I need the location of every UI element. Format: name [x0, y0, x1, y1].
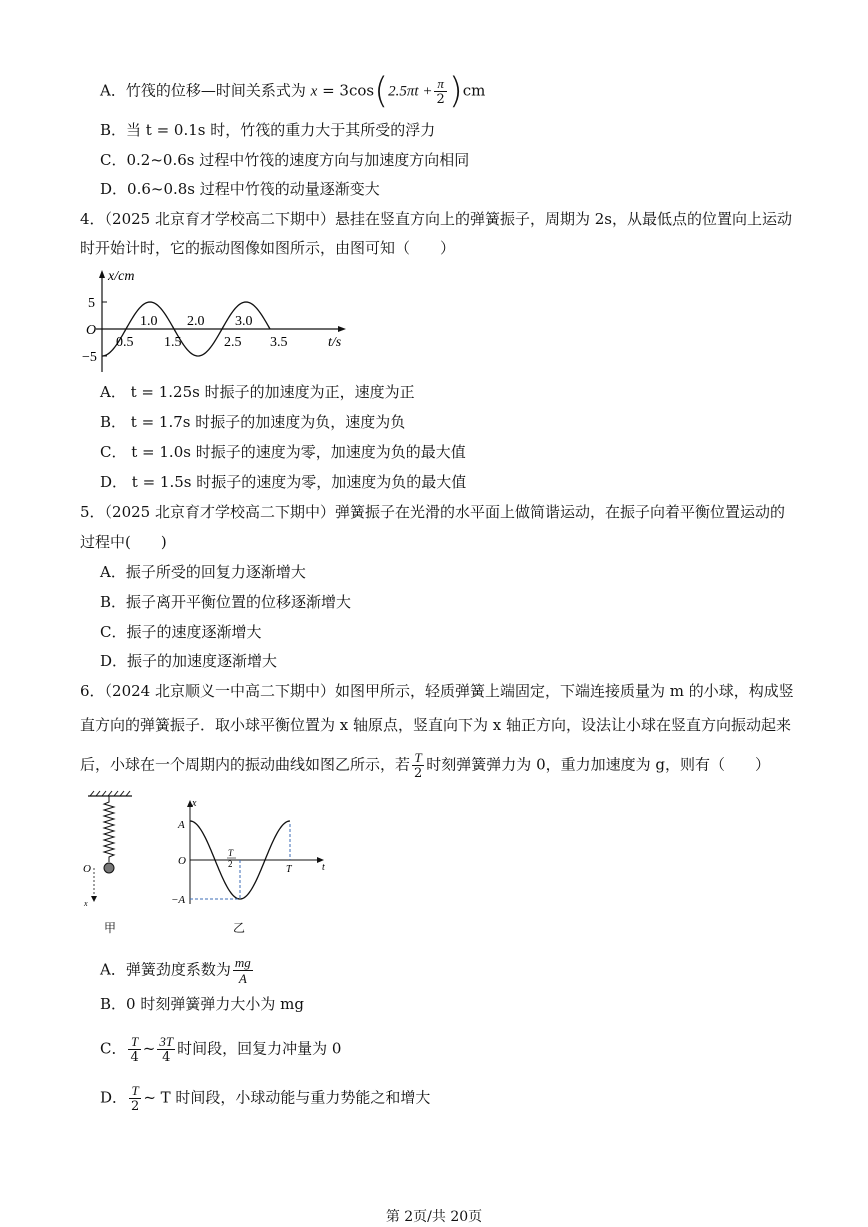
frac-num: T [129, 1083, 141, 1099]
origin-label: O [83, 863, 91, 875]
q5-option-d: D．振子的加速度逐渐增大 [100, 652, 278, 670]
frac-num: 3T [159, 1034, 174, 1049]
option-label: D． [100, 1088, 128, 1107]
x-axis-arrow [338, 326, 346, 332]
stem-text: 后，小球在一个周期内的振动曲线如图乙所示，若 [80, 755, 411, 774]
t-tick-3.5: 3.5 [270, 335, 288, 350]
stem-text: 时刻弹簧弹力为 0，重力加速度为 g，则有（ ） [426, 755, 770, 774]
option-text: 竹筏的位移—时间关系式为 [125, 81, 306, 100]
y-axis-label: x/cm [108, 269, 135, 284]
math-var: x [310, 83, 318, 100]
fraction [434, 76, 446, 107]
q6-figure-jia [80, 790, 140, 910]
frac-den: A [238, 971, 247, 986]
frac-num: mg [234, 955, 251, 970]
option-label: C． [100, 1039, 127, 1058]
frac-num: π [434, 76, 446, 92]
option-label: A． [100, 81, 126, 100]
q5-stem-line1: 5．（2025 北京育才学校高二下期中）弹簧振子在光滑的水平面上做简谐运动，在振子向着平衡位置运动的 [80, 503, 785, 521]
frac-den: 4 [162, 1050, 171, 1065]
fig-label-yi: 乙 [233, 921, 246, 935]
origin-label: O [86, 323, 97, 338]
period-label: T [286, 864, 292, 875]
ball [104, 863, 114, 873]
q6-option-b: B．0 时刻弹簧弹力大小为 mg [100, 995, 304, 1013]
y-axis-label: x [192, 798, 197, 809]
fig-label-jia: 甲 [104, 921, 117, 935]
q4-option-a: A． t = 1.25s 时振子的加速度为正，速度为正 [100, 383, 415, 401]
q4-option-b: B． t = 1.7s 时振子的加速度为负，速度为负 [100, 413, 406, 431]
q5-option-b: B．振子离开平衡位置的位移逐渐增大 [100, 593, 352, 611]
origin-label: O [178, 855, 186, 867]
math-expr: 2.5πt + [388, 83, 433, 100]
frac-den: 2 [414, 766, 423, 781]
fraction [129, 1083, 141, 1114]
tilde: ~ [142, 1039, 156, 1058]
left-paren: ( [374, 70, 389, 112]
fraction [157, 1034, 175, 1065]
q3-option-a [100, 70, 486, 112]
ceiling-hatch [90, 791, 130, 796]
t-tick-1.5: 1.5 [164, 335, 182, 350]
frac-den: 2 [436, 92, 445, 107]
q6-option-d [100, 1083, 430, 1114]
q6-stem-line1: 6．（2024 北京顺义一中高二下期中）如图甲所示，轻质弹簧上端固定，下端连接质量为 m 的小球，构成竖 [80, 682, 794, 700]
q4-stem-line2: 时开始计时，它的振动图像如图所示，由图可知（ ） [80, 239, 456, 257]
unit: cm [462, 81, 486, 100]
q5-option-c: C．振子的速度逐渐增大 [100, 623, 262, 641]
frac-num: T [128, 1034, 140, 1050]
fraction [233, 955, 253, 986]
q4-option-d: D． t = 1.5s 时振子的速度为零，加速度为负的最大值 [100, 473, 467, 491]
option-text: A．弹簧劲度系数为 [100, 960, 231, 979]
q6-stem-line2: 直方向的弹簧振子．取小球平衡位置为 x 轴原点，竖直向下为 x 轴正方向，设法让小球在竖直方向振动起来 [80, 716, 791, 734]
q4-stem-line1: 4．（2025 北京育才学校高二下期中）悬挂在竖直方向上的弹簧振子，周期为 2s，从最低点的位置向上运动 [80, 210, 792, 228]
frac-den: 4 [130, 1050, 139, 1065]
option-text: 时间段，回复力冲量为 0 [177, 1039, 342, 1058]
y-axis-arrow [99, 270, 105, 278]
q5-option-a: A．振子所受的回复力逐渐增大 [100, 563, 306, 581]
spring [104, 796, 114, 862]
frac-num: T [412, 750, 424, 766]
q6-figure-yi [168, 796, 338, 908]
axis-arrow [91, 896, 97, 902]
x-axis-label: t [322, 862, 325, 873]
q4-vibration-graph [80, 268, 355, 376]
fraction [412, 750, 424, 781]
q4-option-c: C． t = 1.0s 时振子的速度为零，加速度为负的最大值 [100, 443, 466, 461]
fraction [128, 1034, 140, 1065]
x-axis-label: t/s [328, 335, 342, 350]
t-tick-3.0: 3.0 [235, 314, 253, 329]
math-expr: = 3cos [317, 81, 375, 100]
neg-amp-label: −A [171, 894, 186, 906]
right-paren: ) [448, 70, 463, 112]
page-footer: 第 2页/共 20页 [385, 1209, 483, 1225]
t-tick-0.5: 0.5 [116, 335, 134, 350]
q5-stem-line2: 过程中( ) [80, 533, 167, 551]
t-tick-2.0: 2.0 [187, 314, 205, 329]
t-half-num: T [228, 848, 234, 858]
t-tick-1.0: 1.0 [140, 314, 158, 329]
t-half-den: 2 [228, 859, 233, 869]
q3-option-d: D．0.6~0.8s 过程中竹筏的动量逐渐变大 [100, 180, 380, 198]
option-text: ~ T 时间段，小球动能与重力势能之和增大 [143, 1088, 431, 1107]
y-tick-label: −5 [82, 350, 97, 365]
axis-label: x [84, 899, 88, 908]
amp-label: A [178, 819, 185, 831]
q6-stem-line3 [80, 750, 770, 781]
y-tick-label: 5 [88, 296, 95, 311]
q6-option-c [100, 1034, 341, 1065]
t-tick-2.5: 2.5 [224, 335, 242, 350]
q6-option-a [100, 955, 255, 986]
q3-option-c: C．0.2~0.6s 过程中竹筏的速度方向与加速度方向相同 [100, 151, 470, 169]
q3-option-b: B．当 t = 0.1s 时，竹筏的重力大于其所受的浮力 [100, 121, 436, 139]
frac-den: 2 [131, 1099, 140, 1114]
